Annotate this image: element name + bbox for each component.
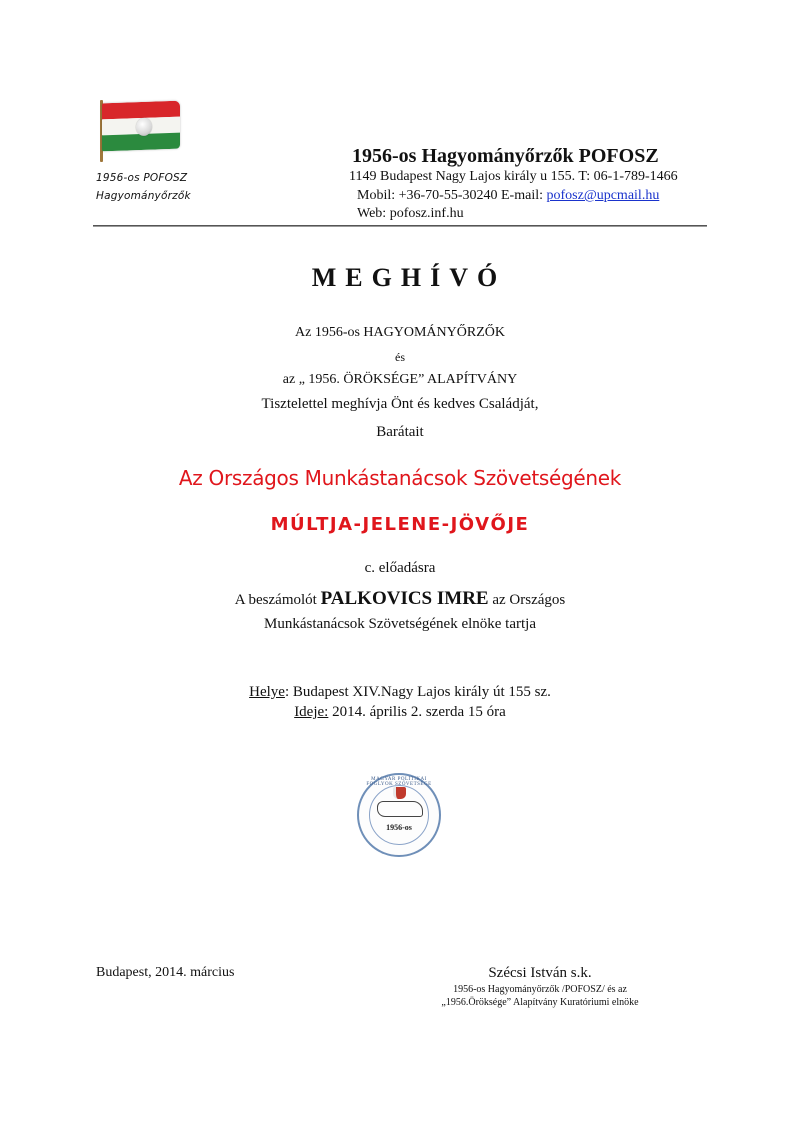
page-title: MEGHÍVÓ — [311, 263, 507, 292]
event-title-line2: MÚLTJA-JELENE-JÖVŐJE — [270, 514, 530, 535]
invite-text: Tisztelettel meghívja Önt és kedves Családját, — [261, 396, 539, 412]
time-label: Ideje: — [294, 704, 329, 720]
mobile-text: Mobil: +36-70-55-30240 E-mail: — [357, 188, 547, 203]
seal-ring-text: MAGYAR POLITIKAI FOGLYOK SZÖVETSÉGE — [366, 777, 432, 787]
signatory-role-line2: „1956.Öröksége” Alapítvány Kuratóriumi elnöke — [441, 997, 639, 1008]
email-link[interactable]: pofosz@upcmail.hu — [546, 188, 660, 203]
address-line: 1149 Budapest Nagy Lajos király u 155. T: 06-1-789-1466 — [349, 169, 678, 184]
logo-caption-line1: 1956-os POFOSZ — [96, 172, 188, 184]
place-date: Budapest, 2014. március — [96, 965, 235, 980]
political-prisoners-association-seal-icon — [357, 773, 441, 857]
speaker-suffix: az Országos — [488, 592, 566, 608]
speaker-line — [0, 588, 800, 610]
signatory-role-line1: 1956-os Hagyományőrzők /POFOSZ/ és az — [453, 984, 627, 995]
header-divider — [93, 225, 707, 227]
hungarian-flag-pin-icon — [96, 98, 186, 168]
signatory-name: Szécsi István s.k. — [488, 965, 592, 981]
coat-of-arms-icon — [393, 787, 406, 799]
location-line — [0, 684, 800, 701]
inviter-conjunction: és — [395, 350, 405, 364]
map-outline-icon — [377, 801, 423, 817]
inviter-line2: az „ 1956. ÖRÖKSÉGE” ALAPÍTVÁNY — [282, 372, 518, 387]
time-value: 2014. április 2. szerda 15 óra — [328, 704, 506, 720]
speaker-prefix: A beszámolót — [234, 592, 321, 608]
location-label: Helye — [249, 684, 285, 700]
org-name: 1956-os Hagyományőrzők POFOSZ — [352, 145, 659, 167]
speaker-name: PALKOVICS IMRE — [320, 588, 489, 609]
flag-body — [102, 101, 180, 152]
seal-year: 1956-os — [386, 823, 412, 832]
invite-text2: Barátait — [376, 424, 424, 440]
inviter-line1: Az 1956-os HAGYOMÁNYŐRZŐK — [295, 325, 505, 340]
logo-caption-line2: Hagyományőrzők — [96, 190, 191, 202]
speaker-role: Munkástanácsok Szövetségének elnöke tartja — [264, 616, 536, 632]
event-type: c. előadásra — [364, 560, 436, 576]
contact-line — [357, 188, 659, 204]
time-line — [0, 704, 800, 721]
web-line: Web: pofosz.inf.hu — [357, 206, 464, 221]
location-value: : Budapest XIV.Nagy Lajos király út 155 sz. — [284, 684, 551, 700]
event-title-line1: Az Országos Munkástanácsok Szövetségének — [178, 466, 622, 490]
